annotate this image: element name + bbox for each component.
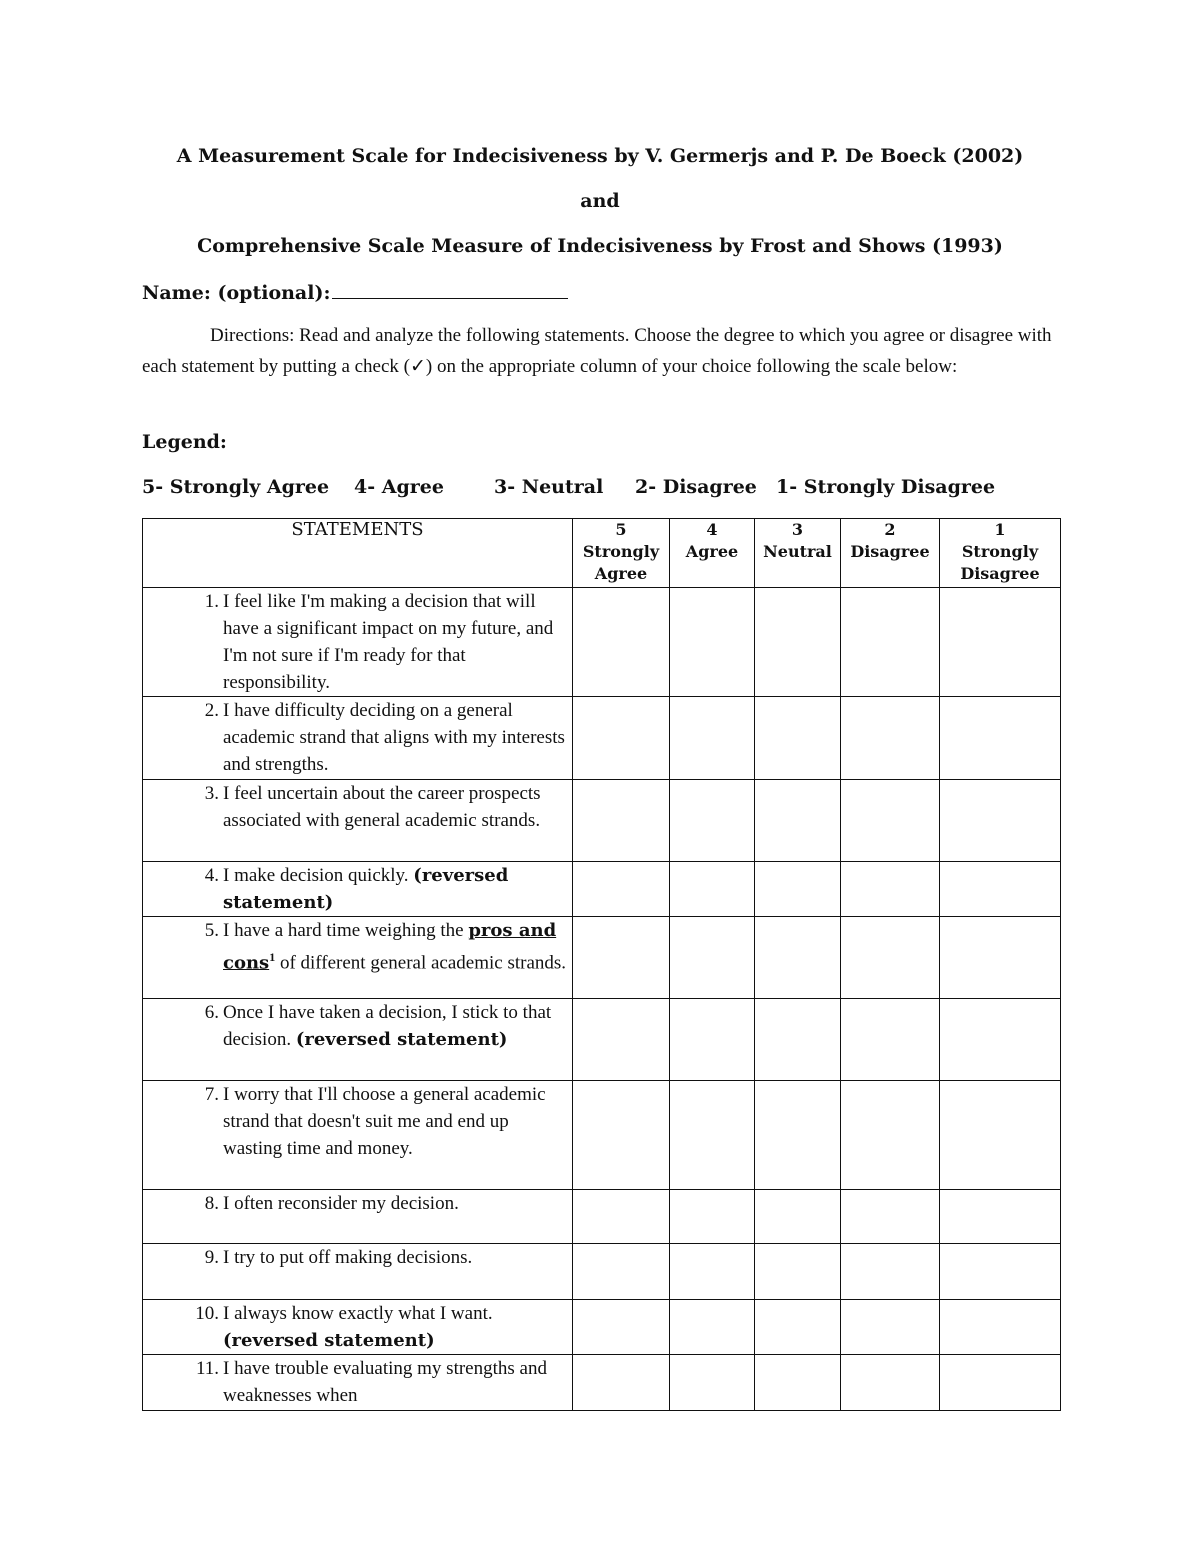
table-row [143, 697, 1061, 780]
column-header-strongly-agree [573, 519, 670, 588]
statement-number: 9. [204, 1247, 219, 1268]
rating-cell-1[interactable] [940, 1300, 1061, 1355]
table-row [143, 1081, 1061, 1190]
statement-text: I worry that I'll choose a general academic strand that doesn't suit me and end up wasting time and money. [223, 1084, 546, 1159]
statement-number: 6. [204, 1002, 219, 1023]
table-row [143, 1355, 1061, 1411]
statement-text: I always know exactly what I want. [223, 1303, 493, 1324]
title-line-2: and [580, 190, 620, 212]
rating-cell-4[interactable] [670, 588, 755, 697]
rating-cell-5[interactable] [573, 588, 670, 697]
statement-cell [143, 697, 573, 780]
statement-number: 5. [204, 920, 219, 941]
rating-cell-3[interactable] [755, 1355, 841, 1411]
statement-number: 1. [204, 591, 219, 612]
statement-text: I have a hard time weighing the [223, 920, 464, 941]
rating-cell-3[interactable] [755, 999, 841, 1081]
rating-table [142, 518, 1061, 1411]
reversed-statement-note: (reversed statement) [223, 1330, 435, 1351]
rating-cell-1[interactable] [940, 1355, 1061, 1411]
rating-cell-5[interactable] [573, 1300, 670, 1355]
reversed-statement-note: (reversed statement) [223, 865, 509, 913]
rating-cell-2[interactable] [841, 588, 940, 697]
column-number: 3 [791, 520, 804, 539]
rating-cell-4[interactable] [670, 1355, 755, 1411]
rating-cell-5[interactable] [573, 697, 670, 780]
statement-cell [143, 862, 573, 917]
rating-cell-1[interactable] [940, 862, 1061, 917]
rating-cell-5[interactable] [573, 917, 670, 999]
table-row [143, 1244, 1061, 1300]
statement-cell [143, 999, 573, 1081]
directions-text: Directions: Read and analyze the following statements. Choose the degree to which you agree or disagree with each statement by putting a check (✓) on the appropriate column of your choice following the scale below: [142, 325, 1052, 377]
rating-cell-1[interactable] [940, 1244, 1061, 1300]
statement-cell [143, 1355, 573, 1411]
rating-cell-1[interactable] [940, 697, 1061, 780]
rating-cell-4[interactable] [670, 1300, 755, 1355]
statement-number: 11. [195, 1358, 219, 1379]
statement-number: 4. [204, 865, 219, 886]
rating-cell-3[interactable] [755, 917, 841, 999]
table-row [143, 588, 1061, 697]
statement-number: 7. [204, 1084, 219, 1105]
rating-cell-3[interactable] [755, 1300, 841, 1355]
rating-cell-5[interactable] [573, 1190, 670, 1244]
statement-text: I feel like I'm making a decision that will have a significant impact on my future, and I'm not sure if I'm ready for that responsibility. [223, 591, 554, 693]
name-input-line[interactable] [332, 280, 568, 299]
column-number: 1 [994, 520, 1006, 539]
statement-text: I often reconsider my decision. [223, 1193, 459, 1214]
statement-number: 10. [195, 1303, 219, 1324]
rating-cell-2[interactable] [841, 1355, 940, 1411]
directions-paragraph [142, 320, 1062, 382]
statement-text: I feel uncertain about the career prospects associated with general academic strands. [223, 783, 541, 831]
table-row [143, 1300, 1061, 1355]
table-row [143, 1190, 1061, 1244]
legend-title: Legend: [142, 431, 227, 453]
statement-text: I try to put off making decisions. [223, 1247, 473, 1268]
rating-cell-5[interactable] [573, 862, 670, 917]
statement-cell [143, 917, 573, 999]
table-header-row [143, 519, 1061, 588]
rating-cell-2[interactable] [841, 1300, 940, 1355]
rating-cell-5[interactable] [573, 1355, 670, 1411]
column-header-strongly-disagree [940, 519, 1061, 588]
legend-item-agree: 4- Agree [354, 476, 444, 498]
statement-text: I have trouble evaluating my strengths and weaknesses when [223, 1358, 547, 1406]
column-number: 2 [884, 520, 896, 539]
rating-cell-2[interactable] [841, 917, 940, 999]
rating-cell-4[interactable] [670, 1244, 755, 1300]
statement-text: I have difficulty deciding on a general academic strand that aligns with my interests and strengths. [223, 700, 565, 775]
rating-cell-2[interactable] [841, 697, 940, 780]
column-header-disagree [841, 519, 940, 588]
rating-cell-5[interactable] [573, 780, 670, 862]
column-number: 4 [706, 520, 718, 539]
rating-cell-3[interactable] [755, 862, 841, 917]
reversed-statement-note: (reversed statement) [295, 1029, 508, 1050]
rating-cell-1[interactable] [940, 999, 1061, 1081]
table-row [143, 999, 1061, 1081]
legend-item-disagree: 2- Disagree [635, 476, 757, 498]
rating-cell-3[interactable] [755, 1244, 841, 1300]
statement-cell [143, 1190, 573, 1244]
name-row [142, 280, 568, 304]
statement-number: 2. [204, 700, 219, 721]
rating-cell-2[interactable] [841, 1081, 940, 1190]
rating-cell-2[interactable] [841, 1244, 940, 1300]
rating-cell-4[interactable] [670, 1081, 755, 1190]
rating-cell-1[interactable] [940, 1190, 1061, 1244]
name-label: Name: (optional): [142, 282, 331, 304]
table-row [143, 917, 1061, 999]
column-header-agree [670, 519, 755, 588]
rating-cell-1[interactable] [940, 917, 1061, 999]
column-label: Agree [594, 564, 648, 583]
legend-item-strongly-disagree: 1- Strongly Disagree [776, 476, 996, 498]
rating-cell-5[interactable] [573, 999, 670, 1081]
statement-cell [143, 780, 573, 862]
rating-cell-2[interactable] [841, 862, 940, 917]
column-label: Neutral [763, 542, 832, 561]
column-header-neutral [755, 519, 841, 588]
statement-cell [143, 588, 573, 697]
rating-cell-3[interactable] [755, 780, 841, 862]
statements-header: STATEMENTS [143, 519, 573, 588]
title-line-1: A Measurement Scale for Indecisiveness by V. Germerjs and P. De Boeck (2002) [176, 145, 1024, 167]
rating-cell-3[interactable] [755, 588, 841, 697]
statement-cell [143, 1244, 573, 1300]
statement-number: 8. [204, 1193, 219, 1214]
rating-cell-3[interactable] [755, 1081, 841, 1190]
table-row [143, 862, 1061, 917]
rating-cell-5[interactable] [573, 1081, 670, 1190]
rating-cell-4[interactable] [670, 917, 755, 999]
statement-cell [143, 1081, 573, 1190]
rating-cell-1[interactable] [940, 1081, 1061, 1190]
legend-item-strongly-agree: 5- Strongly Agree [142, 476, 330, 498]
column-number: 5 [615, 520, 627, 539]
column-label: Agree [685, 542, 739, 561]
statement-cell [143, 1300, 573, 1355]
rating-cell-4[interactable] [670, 697, 755, 780]
statement-text-continued: of different general academic strands. [279, 952, 567, 974]
column-label: Disagree [850, 542, 930, 561]
rating-cell-2[interactable] [841, 999, 940, 1081]
table-row [143, 780, 1061, 862]
rating-cell-1[interactable] [940, 588, 1061, 697]
rating-cell-4[interactable] [670, 999, 755, 1081]
rating-cell-5[interactable] [573, 1244, 670, 1300]
statement-text: I make decision quickly. [223, 865, 409, 886]
pros-and-cons-term: pros and cons [223, 920, 557, 974]
footnote-marker: 1 [269, 950, 276, 964]
legend-item-neutral: 3- Neutral [494, 476, 604, 498]
rating-cell-2[interactable] [841, 780, 940, 862]
rating-cell-4[interactable] [670, 1190, 755, 1244]
rating-cell-1[interactable] [940, 780, 1061, 862]
rating-cell-4[interactable] [670, 780, 755, 862]
rating-cell-3[interactable] [755, 1190, 841, 1244]
rating-cell-3[interactable] [755, 697, 841, 780]
statement-number: 3. [204, 783, 219, 804]
column-label: Disagree [960, 564, 1040, 583]
legend-row [142, 476, 995, 498]
rating-cell-2[interactable] [841, 1190, 940, 1244]
title-line-3: Comprehensive Scale Measure of Indecisiveness by Frost and Shows (1993) [197, 235, 1003, 257]
statement-text: Once I have taken a decision, I stick to that decision. [223, 1002, 552, 1050]
column-label: Strongly [961, 542, 1039, 561]
rating-cell-4[interactable] [670, 862, 755, 917]
column-label: Strongly [582, 542, 660, 561]
